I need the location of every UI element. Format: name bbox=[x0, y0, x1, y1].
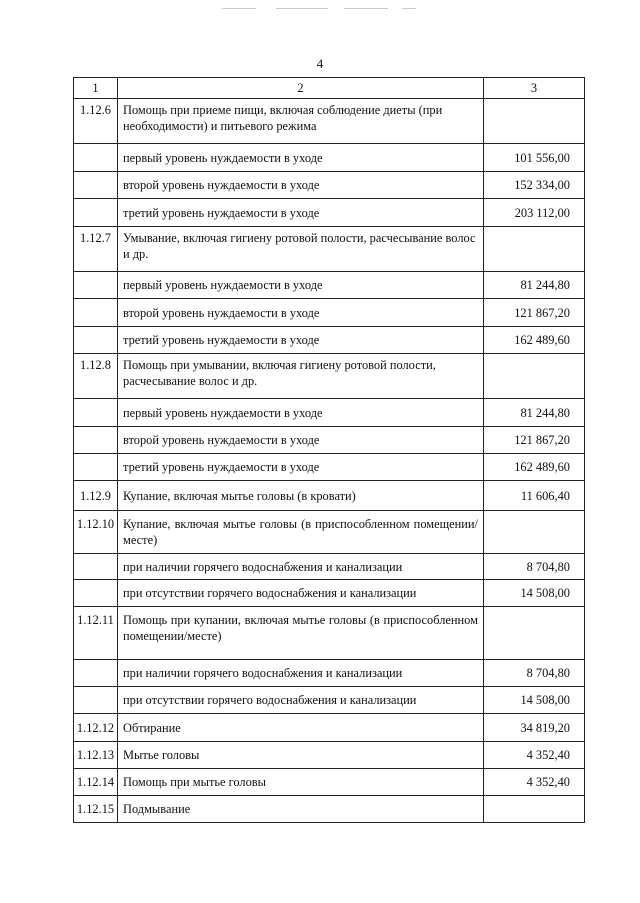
row-value: 14 508,00 bbox=[484, 687, 585, 714]
row-number bbox=[74, 172, 118, 199]
table-row bbox=[74, 399, 585, 427]
table-row bbox=[74, 580, 585, 607]
row-value: 4 352,40 bbox=[484, 769, 585, 796]
row-description: при наличии горячего водоснабжения и канализации bbox=[118, 554, 484, 580]
row-description: второй уровень нуждаемости в уходе bbox=[118, 172, 484, 199]
table-row bbox=[74, 199, 585, 227]
column-header: 2 bbox=[118, 78, 484, 99]
table-row bbox=[74, 714, 585, 742]
row-number bbox=[74, 299, 118, 327]
row-number bbox=[74, 427, 118, 454]
row-description: третий уровень нуждаемости в уходе bbox=[118, 327, 484, 354]
row-number: 1.12.14 bbox=[74, 769, 118, 796]
row-description: Помощь при приеме пищи, включая соблюдение диеты (при необходимости) и питьевого режима bbox=[118, 99, 484, 144]
scan-artifact bbox=[344, 8, 388, 9]
row-description: первый уровень нуждаемости в уходе bbox=[118, 399, 484, 427]
row-value: 162 489,60 bbox=[484, 454, 585, 481]
scan-artifact bbox=[276, 8, 328, 9]
row-value bbox=[484, 607, 585, 660]
row-number: 1.12.10 bbox=[74, 511, 118, 554]
row-number bbox=[74, 554, 118, 580]
row-value bbox=[484, 796, 585, 823]
row-value: 81 244,80 bbox=[484, 272, 585, 299]
row-number: 1.12.8 bbox=[74, 354, 118, 399]
row-value: 8 704,80 bbox=[484, 554, 585, 580]
row-value: 152 334,00 bbox=[484, 172, 585, 199]
table-row bbox=[74, 481, 585, 511]
table-header-row bbox=[74, 78, 585, 99]
page-number: 4 bbox=[316, 56, 324, 71]
row-description: третий уровень нуждаемости в уходе bbox=[118, 454, 484, 481]
row-description: при наличии горячего водоснабжения и канализации bbox=[118, 660, 484, 687]
row-value: 101 556,00 bbox=[484, 144, 585, 172]
row-number bbox=[74, 199, 118, 227]
row-description: второй уровень нуждаемости в уходе bbox=[118, 299, 484, 327]
row-description: Умывание, включая гигиену ротовой полости, расчесывание волос и др. bbox=[118, 227, 484, 272]
table-row bbox=[74, 99, 585, 144]
row-value: 162 489,60 bbox=[484, 327, 585, 354]
row-description: Помощь при умывании, включая гигиену ротовой полости, расчесывание волос и др. bbox=[118, 354, 484, 399]
row-value: 121 867,20 bbox=[484, 299, 585, 327]
row-number: 1.12.15 bbox=[74, 796, 118, 823]
row-description: при отсутствии горячего водоснабжения и канализации bbox=[118, 580, 484, 607]
table-row bbox=[74, 144, 585, 172]
row-number bbox=[74, 660, 118, 687]
table-row bbox=[74, 796, 585, 823]
table-row bbox=[74, 687, 585, 714]
row-description: Купание, включая мытье головы (в приспособленном помещении/месте) bbox=[118, 511, 484, 554]
row-number: 1.12.13 bbox=[74, 742, 118, 769]
row-number bbox=[74, 580, 118, 607]
table-row bbox=[74, 172, 585, 199]
row-number bbox=[74, 272, 118, 299]
table-row bbox=[74, 511, 585, 554]
table-row bbox=[74, 227, 585, 272]
row-description: первый уровень нуждаемости в уходе bbox=[118, 272, 484, 299]
table-row bbox=[74, 607, 585, 660]
row-value: 4 352,40 bbox=[484, 742, 585, 769]
row-description: второй уровень нуждаемости в уходе bbox=[118, 427, 484, 454]
table-row bbox=[74, 299, 585, 327]
table-row bbox=[74, 327, 585, 354]
row-number bbox=[74, 144, 118, 172]
row-number: 1.12.6 bbox=[74, 99, 118, 144]
column-header: 1 bbox=[74, 78, 118, 99]
row-value: 11 606,40 bbox=[484, 481, 585, 511]
table-row bbox=[74, 554, 585, 580]
table-row bbox=[74, 427, 585, 454]
row-number bbox=[74, 327, 118, 354]
row-description: Подмывание bbox=[118, 796, 484, 823]
row-value: 81 244,80 bbox=[484, 399, 585, 427]
row-value: 34 819,20 bbox=[484, 714, 585, 742]
table-row bbox=[74, 742, 585, 769]
row-description: Купание, включая мытье головы (в кровати) bbox=[118, 481, 484, 511]
row-value: 121 867,20 bbox=[484, 427, 585, 454]
column-header: 3 bbox=[484, 78, 585, 99]
row-value: 14 508,00 bbox=[484, 580, 585, 607]
row-number: 1.12.12 bbox=[74, 714, 118, 742]
row-number: 1.12.11 bbox=[74, 607, 118, 660]
row-value: 203 112,00 bbox=[484, 199, 585, 227]
row-description: Мытье головы bbox=[118, 742, 484, 769]
scan-artifact bbox=[402, 8, 416, 9]
table-row bbox=[74, 660, 585, 687]
row-value: 8 704,80 bbox=[484, 660, 585, 687]
scan-artifact bbox=[222, 8, 256, 9]
row-value bbox=[484, 354, 585, 399]
table-row bbox=[74, 272, 585, 299]
row-number bbox=[74, 687, 118, 714]
row-value bbox=[484, 511, 585, 554]
row-value bbox=[484, 227, 585, 272]
row-description: Обтирание bbox=[118, 714, 484, 742]
row-description: при отсутствии горячего водоснабжения и канализации bbox=[118, 687, 484, 714]
row-description: Помощь при мытье головы bbox=[118, 769, 484, 796]
table-row bbox=[74, 354, 585, 399]
row-number bbox=[74, 399, 118, 427]
row-description: первый уровень нуждаемости в уходе bbox=[118, 144, 484, 172]
row-number: 1.12.9 bbox=[74, 481, 118, 511]
table-row bbox=[74, 769, 585, 796]
row-description: третий уровень нуждаемости в уходе bbox=[118, 199, 484, 227]
row-number bbox=[74, 454, 118, 481]
tariff-table bbox=[73, 77, 585, 823]
row-number: 1.12.7 bbox=[74, 227, 118, 272]
row-value bbox=[484, 99, 585, 144]
table-row bbox=[74, 454, 585, 481]
row-description: Помощь при купании, включая мытье головы (в приспособленном помещении/месте) bbox=[118, 607, 484, 660]
